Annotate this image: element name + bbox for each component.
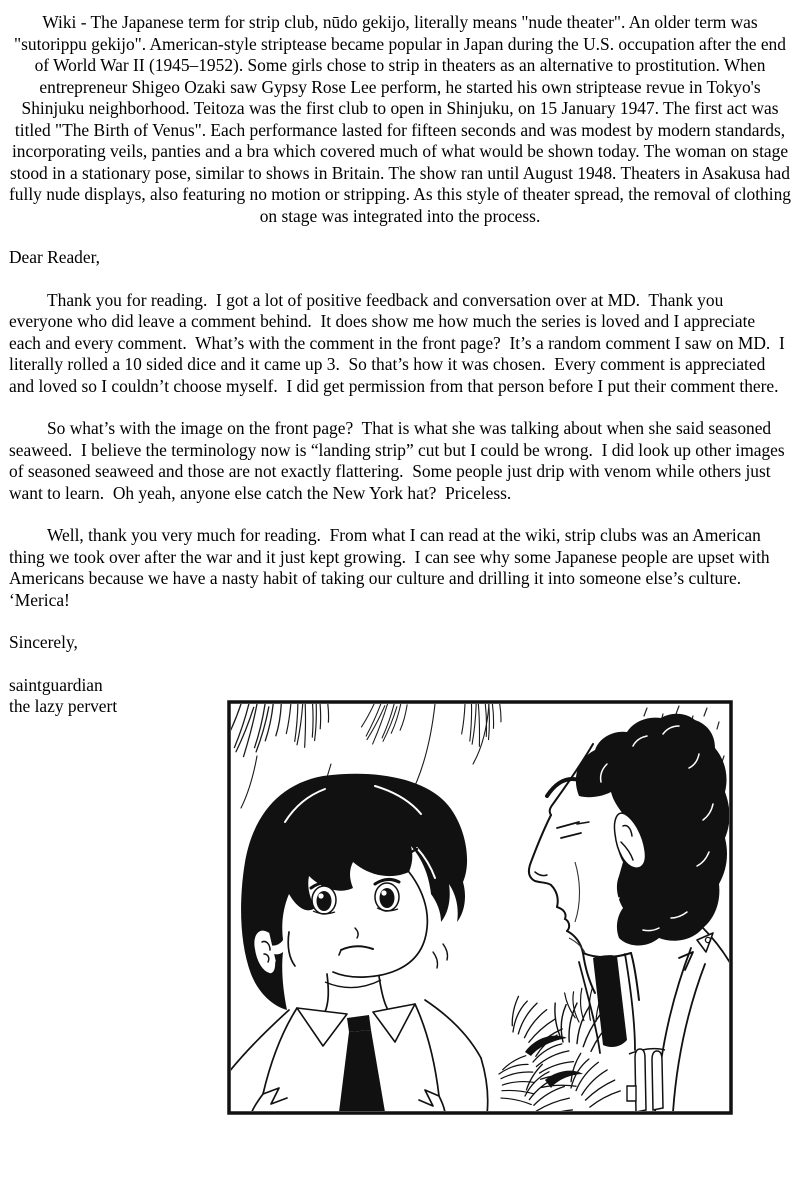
- salutation: Dear Reader,: [9, 247, 101, 267]
- closing: Sincerely,: [9, 632, 78, 652]
- letter-paragraph-1: Thank you for reading. I got a lot of positive feedback and conversation over at MD. Thank you everyone who did leave a comment behind. It does show me how much the series is loved and I appreciate each and every comment. What’s with the comment in the front page? It’s a random comment I saw on MD. I literally rolled a 10 sided dice and it came up 3. So that’s how it was chosen. Every comment is appreciated and loved so I couldn’t choose myself. I did get permission from that person before I put their comment there.: [9, 289, 790, 396]
- manga-panel-image: [227, 700, 733, 1115]
- signature-title: the lazy pervert: [9, 696, 118, 716]
- letter-text-column: [9, 12, 796, 718]
- signature-name: saintguardian: [9, 674, 103, 695]
- wiki-excerpt-paragraph: Wiki - The Japanese term for strip club, nūdo gekijo, literally means "nude theater". An older term was "sutorippu gekijo". American-style striptease became popular in Japan during the U.S. occupation after the end of World War II (1945–1952). Some girls chose to strip in theaters as an alternative to prostitution. When entrepreneur Shigeo Ozaki saw Gypsy Rose Lee perform, he started his own striptease revue in Tokyo's Shinjuku neighborhood. Teitoza was the first club to open in Shinjuku, on 15 January 1947. The first act was titled "The Birth of Venus". Each performance lasted for fifteen seconds and was modest by modern standards, incorporating veils, panties and a bra which covered much of what would be shown today. The woman on stage stood in a stationary pose, similar to shows in Britain. The show ran until August 1948. Theaters in Asakusa had fully nude displays, also featuring no motion or stripping. As this style of theater spread, the removal of clothing on stage was integrated into the process.: [9, 12, 796, 226]
- letter-paragraph-2: So what’s with the image on the front page? That is what she was talking about when she said seasoned seaweed. I believe the terminology now is “landing strip” cut but I could be wrong. I did look up other images of seasoned seaweed and those are not exactly flattering. Some people just drip with venom while others just want to learn. Oh yeah, anyone else catch the New York hat? Priceless.: [9, 418, 789, 503]
- letter-paragraph-3: Well, thank you very much for reading. From what I can read at the wiki, strip clubs was an American thing we took over after the war and it just kept growing. I can see why some Japanese people are upset with Americans because we have a nasty habit of taking our culture and drilling it into someone else’s culture. ‘Merica!: [9, 525, 774, 610]
- manga-panel-illustration: [227, 700, 733, 1115]
